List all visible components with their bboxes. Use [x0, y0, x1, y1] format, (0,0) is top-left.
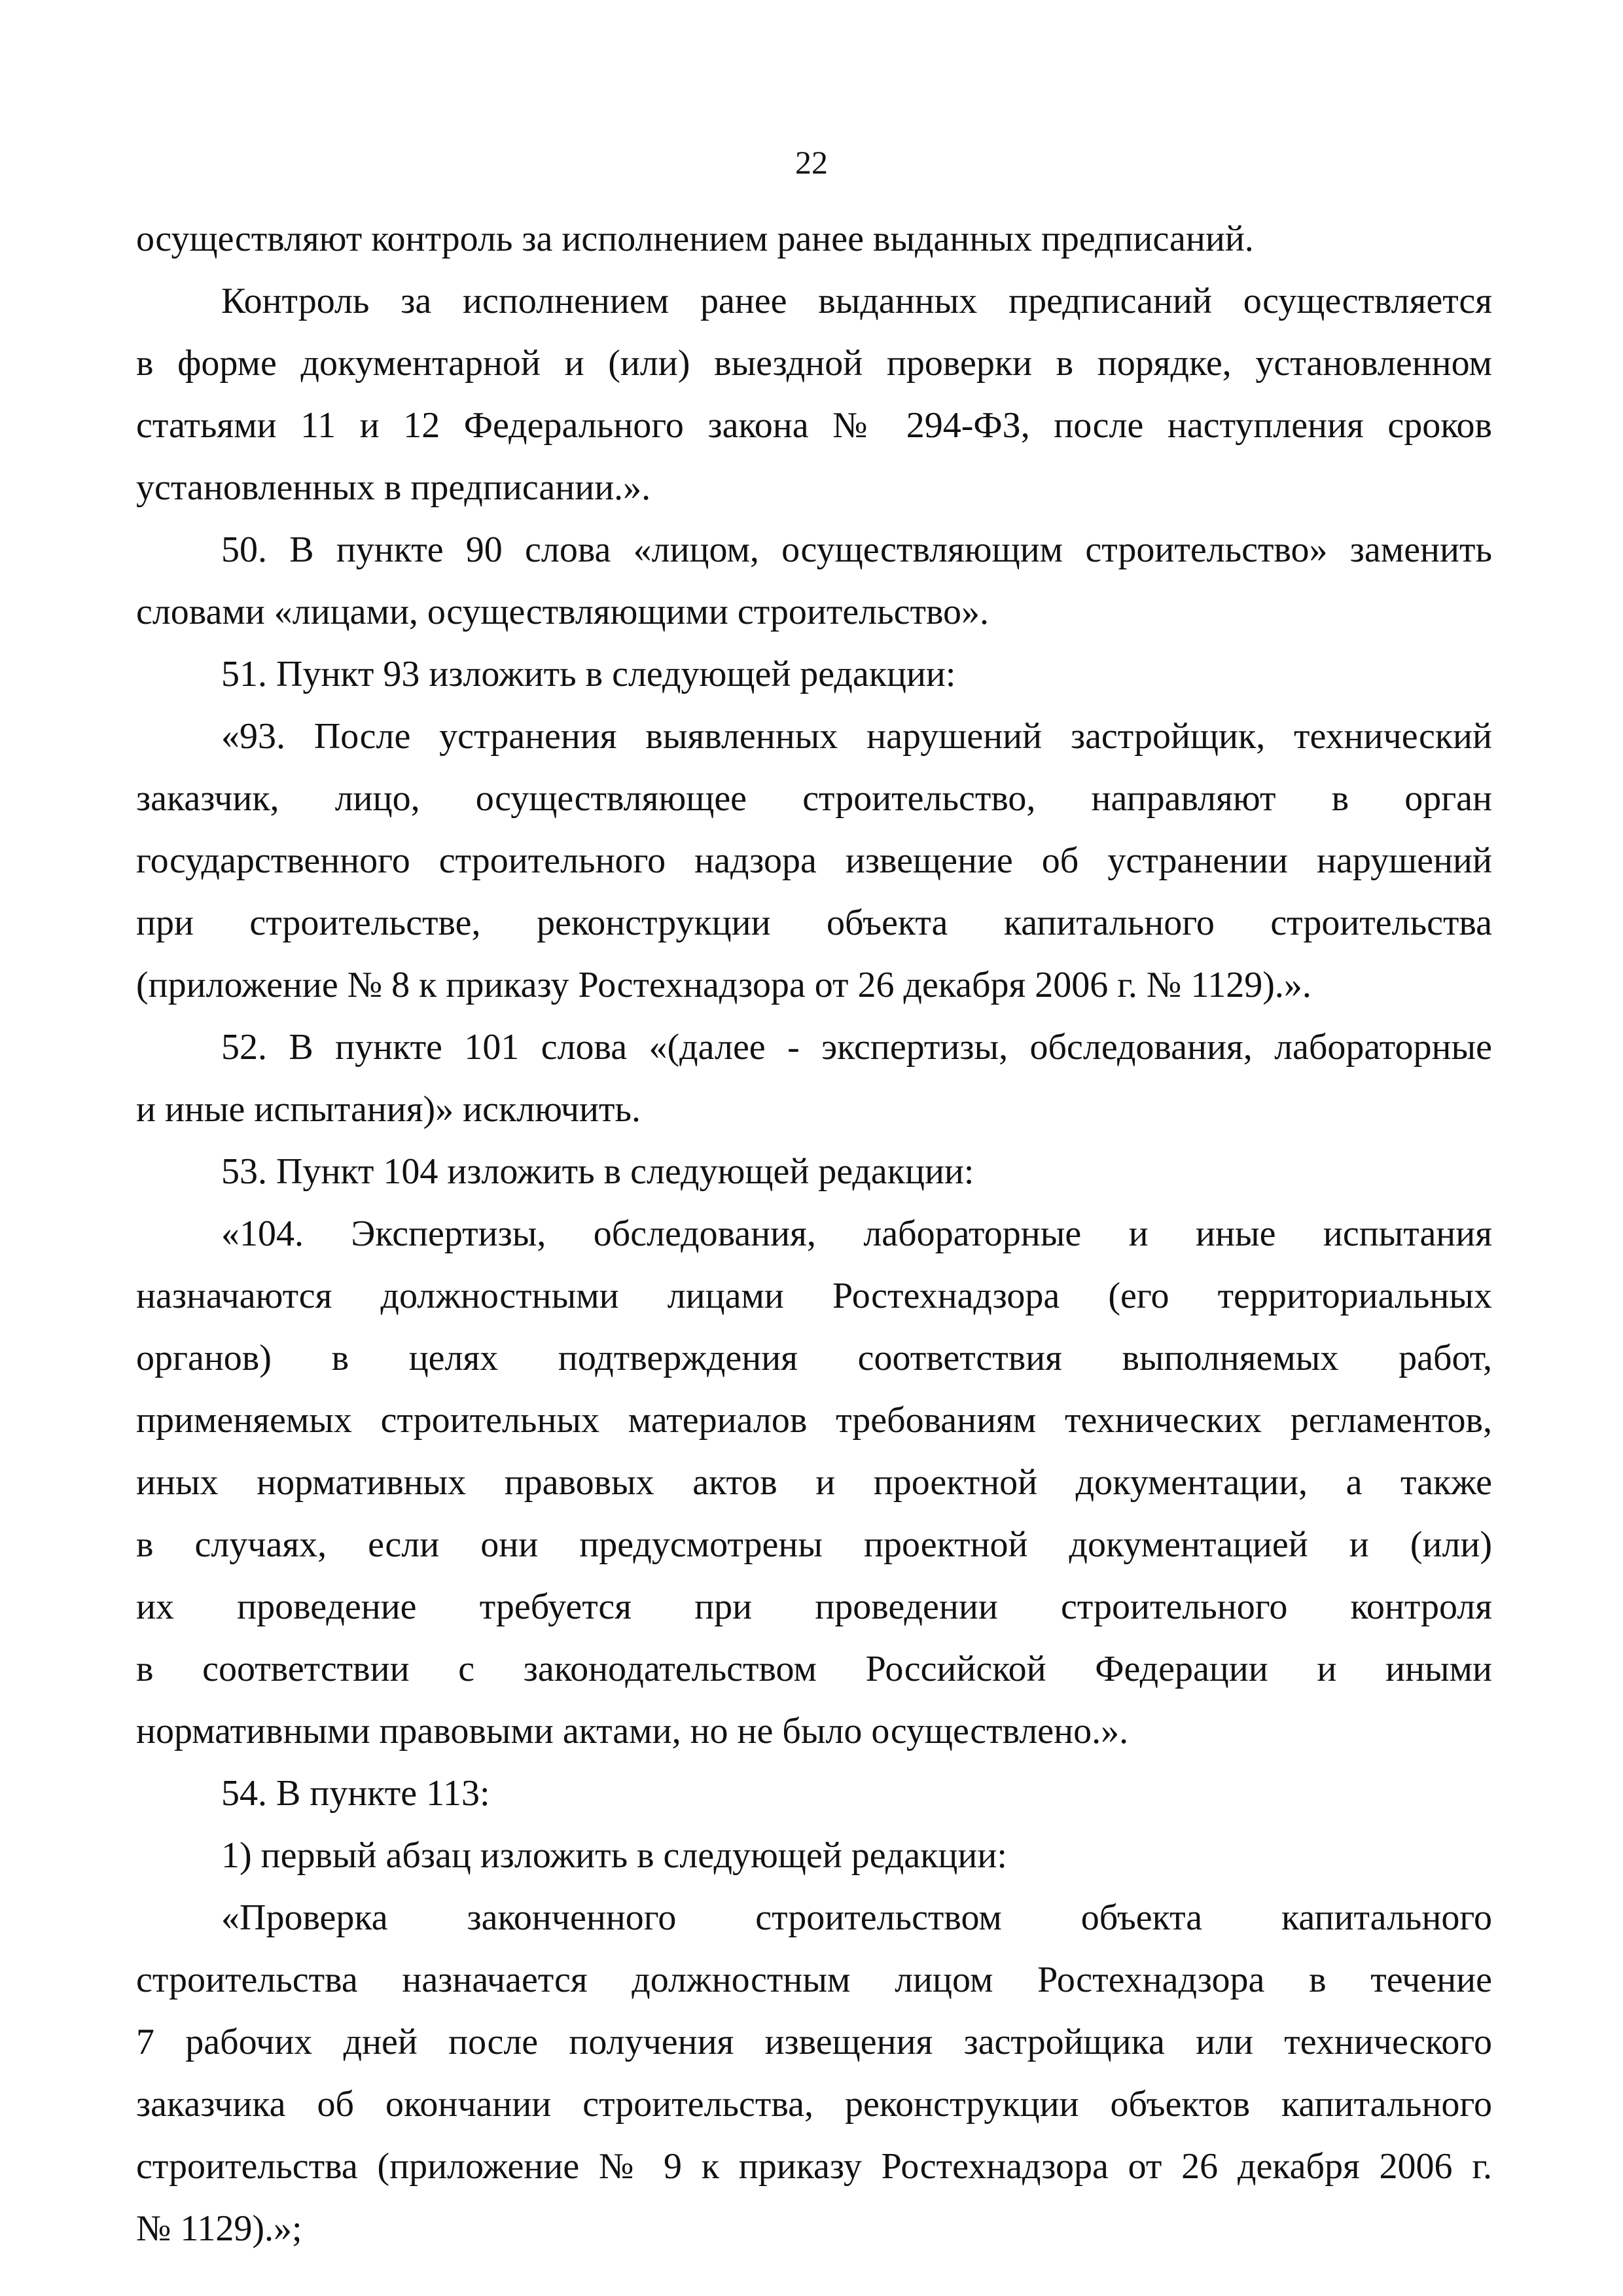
text-line: строительства назначается должностным лицом Ростехнадзора в течение — [136, 1960, 1492, 2000]
text-line: «Проверка законченного строительством объекта капитального — [221, 1897, 1492, 1938]
text-line: заказчика об окончании строительства, реконструкции объектов капитального — [136, 2084, 1492, 2125]
text-line: «104. Экспертизы, обследования, лабораторные и иные испытания — [221, 1213, 1492, 1254]
text-line: нормативными правовыми актами, но не было осуществлено.». — [136, 1711, 1129, 1751]
text-line: их проведение требуется при проведении строительного контроля — [136, 1587, 1492, 1627]
text-line: «93. После устранения выявленных нарушений застройщик, технический — [221, 716, 1492, 757]
text-line: 53. Пункт 104 изложить в следующей редакции: — [221, 1151, 974, 1192]
text-line: 52. В пункте 101 слова «(далее - экспертизы, обследования, лабораторные — [221, 1027, 1492, 1067]
text-line: заказчик, лицо, осуществляющее строительство, направляют в орган — [136, 778, 1492, 819]
text-line: при строительстве, реконструкции объекта капитального строительства — [136, 903, 1492, 943]
text-line: словами «лицами, осуществляющими строительство». — [136, 592, 990, 632]
text-line: органов) в целях подтверждения соответствия выполняемых работ, — [136, 1338, 1492, 1378]
page-number: 22 — [795, 144, 828, 181]
text-line: в случаях, если они предусмотрены проектной документацией и (или) — [136, 1524, 1492, 1565]
text-line: осуществляют контроль за исполнением ранее выданных предписаний. — [136, 219, 1254, 259]
text-line: (приложение № 8 к приказу Ростехнадзора от 26 декабря 2006 г. № 1129).». — [136, 965, 1311, 1005]
text-line: строительства (приложение № 9 к приказу Ростехнадзора от 26 декабря 2006 г. — [136, 2146, 1492, 2187]
text-line: статьями 11 и 12 Федерального закона № 294-ФЗ, после наступления сроков — [136, 405, 1492, 446]
text-line: и иные испытания)» исключить. — [136, 1089, 641, 1130]
text-line: государственного строительного надзора извещение об устранении нарушений — [136, 840, 1492, 881]
text-line: назначаются должностными лицами Ростехнадзора (его территориальных — [136, 1276, 1492, 1316]
text-line: иных нормативных правовых актов и проектной документации, а также — [136, 1462, 1492, 1503]
text-line: установленных в предписании.». — [136, 467, 651, 508]
text-line: 54. В пункте 113: — [221, 1773, 490, 1814]
text-line: 51. Пункт 93 изложить в следующей редакции: — [221, 654, 956, 694]
text-line: 1) первый абзац изложить в следующей редакции: — [221, 1835, 1007, 1876]
text-line: применяемых строительных материалов требованиям технических регламентов, — [136, 1400, 1492, 1441]
text-line: 7 рабочих дней после получения извещения застройщика или технического — [136, 2022, 1492, 2062]
text-line: 50. В пункте 90 слова «лицом, осуществляющим строительство» заменить — [221, 529, 1492, 570]
text-line: Контроль за исполнением ранее выданных предписаний осуществляется — [221, 281, 1492, 321]
text-line: № 1129).»; — [136, 2208, 302, 2249]
document-body — [136, 208, 1492, 2260]
text-line: в форме документарной и (или) выездной проверки в порядке, установленном — [136, 343, 1492, 384]
text-line: в соответствии с законодательством Российской Федерации и иными — [136, 1649, 1492, 1689]
